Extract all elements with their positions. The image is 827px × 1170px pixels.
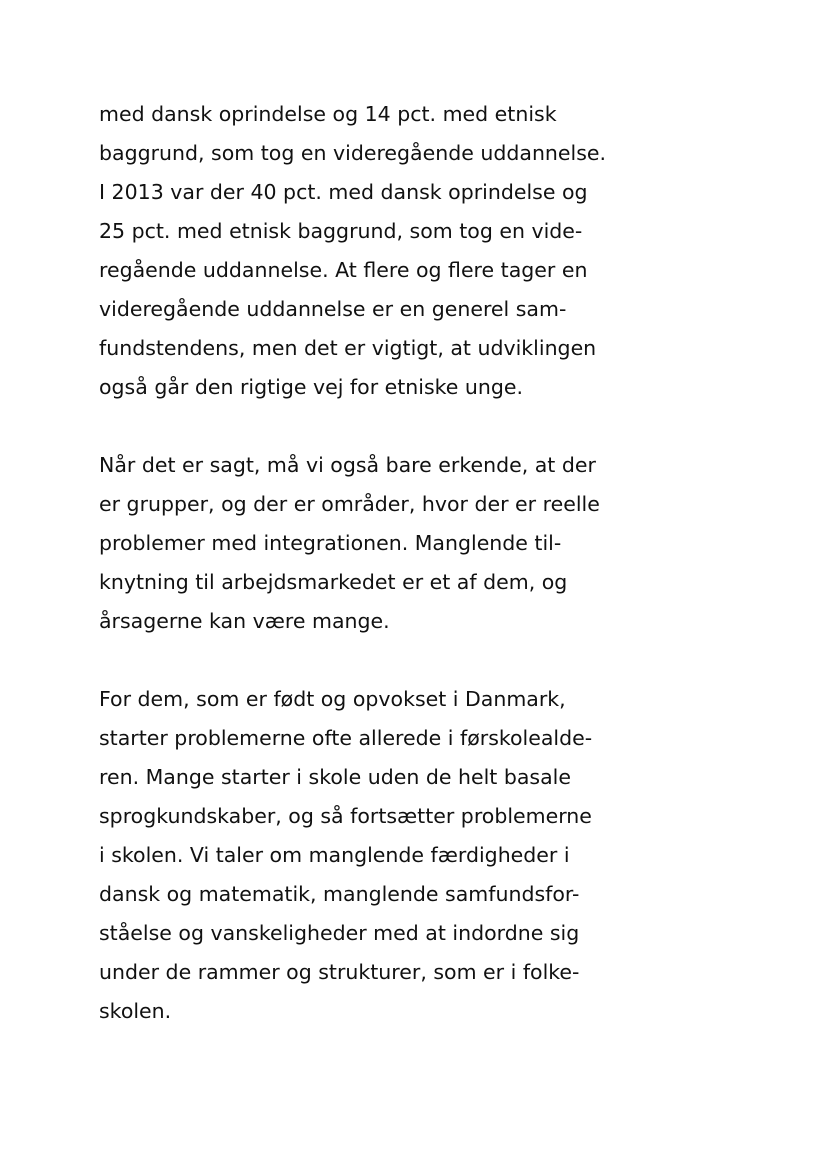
text-line: dansk og matematik, manglende samfundsfor- xyxy=(99,882,580,906)
text-line: baggrund, som tog en videregående uddannelse. xyxy=(99,141,607,165)
text-line: skolen. xyxy=(99,999,172,1023)
text-line: I 2013 var der 40 pct. med dansk oprindelse og xyxy=(99,180,588,204)
body-text xyxy=(99,95,719,1031)
paragraph-1 xyxy=(99,95,719,407)
text-line: er grupper, og der er områder, hvor der er reelle xyxy=(99,492,600,516)
text-line: ståelse og vanskeligheder med at indordne sig xyxy=(99,921,580,945)
text-line: regående uddannelse. At flere og flere tager en xyxy=(99,258,588,282)
paragraph-spacer xyxy=(99,641,719,680)
paragraph-3 xyxy=(99,680,719,1031)
paragraph-2 xyxy=(99,446,719,641)
text-line: 25 pct. med etnisk baggrund, som tog en vide- xyxy=(99,219,583,243)
text-line: Når det er sagt, må vi også bare erkende, at der xyxy=(99,453,596,477)
text-line: sprogkundskaber, og så fortsætter problemerne xyxy=(99,804,592,828)
text-line: For dem, som er født og opvokset i Danmark, xyxy=(99,687,566,711)
text-line: årsagerne kan være mange. xyxy=(99,609,390,633)
text-line: under de rammer og strukturer, som er i folke- xyxy=(99,960,580,984)
text-line: i skolen. Vi taler om manglende færdigheder i xyxy=(99,843,570,867)
text-line: starter problemerne ofte allerede i førskolealde- xyxy=(99,726,593,750)
paragraph-spacer xyxy=(99,407,719,446)
text-line: problemer med integrationen. Manglende til- xyxy=(99,531,562,555)
text-line: også går den rigtige vej for etniske unge. xyxy=(99,375,524,399)
text-line: fundstendens, men det er vigtigt, at udviklingen xyxy=(99,336,597,360)
text-line: med dansk oprindelse og 14 pct. med etnisk xyxy=(99,102,557,126)
text-line: videregående uddannelse er en generel sam- xyxy=(99,297,567,321)
text-line: ren. Mange starter i skole uden de helt basale xyxy=(99,765,571,789)
text-line: knytning til arbejdsmarkedet er et af dem, og xyxy=(99,570,568,594)
